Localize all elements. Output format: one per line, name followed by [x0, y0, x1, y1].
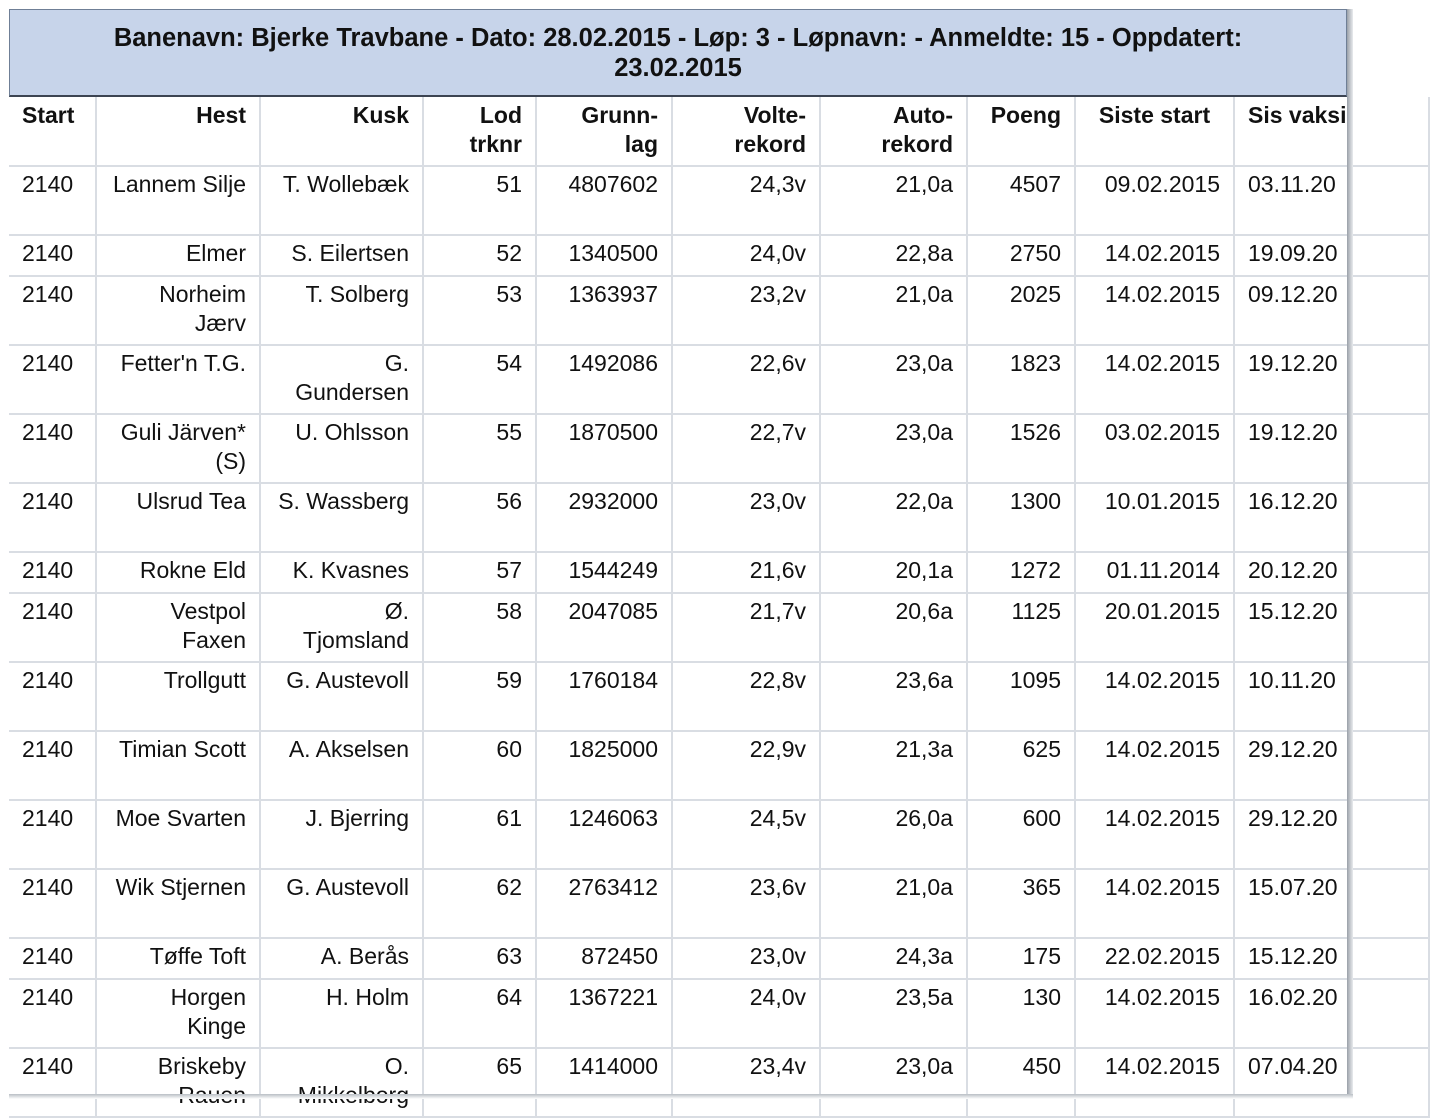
- cell-kusk: A. Akselsen: [260, 731, 423, 800]
- cell-poeng: 2750: [967, 235, 1075, 276]
- cell-siste-start: 14.02.2015: [1075, 276, 1234, 345]
- cell-siste-start: 14.02.2015: [1075, 800, 1234, 869]
- cell-kusk: U. Ohlsson: [260, 414, 423, 483]
- cell-start: 2140: [9, 938, 96, 979]
- cell-siste-start: 14.02.2015: [1075, 731, 1234, 800]
- cell-lod: 52: [423, 235, 536, 276]
- cell-volte: 22,8v: [672, 662, 820, 731]
- cell-poeng: 2025: [967, 276, 1075, 345]
- column-header-poeng: Poeng: [967, 97, 1075, 166]
- column-header-start: Start: [9, 97, 96, 166]
- cell-volte: 23,4v: [672, 1048, 820, 1117]
- cell-poeng: 1526: [967, 414, 1075, 483]
- cell-kusk: S. Eilertsen: [260, 235, 423, 276]
- cell-hest: Moe Svarten: [96, 800, 260, 869]
- cell-auto: 23,6a: [820, 662, 967, 731]
- cell-siste-start: 14.02.2015: [1075, 345, 1234, 414]
- cell-volte: 24,5v: [672, 800, 820, 869]
- cell-lod: 53: [423, 276, 536, 345]
- header-row: [9, 97, 1429, 166]
- cell-siste-start: 09.02.2015: [1075, 166, 1234, 235]
- cell-start: 2140: [9, 800, 96, 869]
- cell-hest: Horgen Kinge: [96, 979, 260, 1048]
- cell-hest: Wik Stjernen: [96, 869, 260, 938]
- report-header: [9, 9, 1347, 97]
- column-header-autorekord: Auto- rekord: [820, 97, 967, 166]
- cell-siste-start: 14.02.2015: [1075, 662, 1234, 731]
- cell-siste-start: 14.02.2015: [1075, 235, 1234, 276]
- cell-start: 2140: [9, 345, 96, 414]
- page-shadow-right: [1347, 9, 1353, 1094]
- cell-auto: 21,0a: [820, 166, 967, 235]
- cell-kusk: G. Austevoll: [260, 869, 423, 938]
- table-row: [9, 483, 1429, 552]
- cell-kusk: T. Solberg: [260, 276, 423, 345]
- cell-grunnlag: 1825000: [536, 731, 672, 800]
- cell-siste-start: 14.02.2015: [1075, 1048, 1234, 1117]
- cell-volte: 21,7v: [672, 593, 820, 662]
- cell-volte: 24,0v: [672, 235, 820, 276]
- cell-poeng: 450: [967, 1048, 1075, 1117]
- cell-kusk: A. Berås: [260, 938, 423, 979]
- cell-hest: Lannem Silje: [96, 166, 260, 235]
- cell-poeng: 1272: [967, 552, 1075, 593]
- cell-siste-start: 22.02.2015: [1075, 938, 1234, 979]
- cell-lod: 64: [423, 979, 536, 1048]
- cell-start: 2140: [9, 483, 96, 552]
- cell-grunnlag: 872450: [536, 938, 672, 979]
- cell-hest: Elmer: [96, 235, 260, 276]
- cell-start: 2140: [9, 414, 96, 483]
- cell-lod: 58: [423, 593, 536, 662]
- cell-grunnlag: 1760184: [536, 662, 672, 731]
- cell-kusk: G. Gundersen: [260, 345, 423, 414]
- cell-volte: 22,9v: [672, 731, 820, 800]
- cell-poeng: 4507: [967, 166, 1075, 235]
- cell-start: 2140: [9, 731, 96, 800]
- cell-start: 2140: [9, 235, 96, 276]
- cell-kusk: S. Wassberg: [260, 483, 423, 552]
- cell-siste-start: 03.02.2015: [1075, 414, 1234, 483]
- cell-siste-vaks: 15.07.20: [1234, 869, 1429, 938]
- cell-hest: Vestpol Faxen: [96, 593, 260, 662]
- cell-volte: 22,7v: [672, 414, 820, 483]
- cell-siste-vaks: 29.12.20: [1234, 731, 1429, 800]
- cell-grunnlag: 1340500: [536, 235, 672, 276]
- cell-kusk: J. Bjerring: [260, 800, 423, 869]
- cell-siste-vaks: 15.12.20: [1234, 593, 1429, 662]
- cell-hest: Norheim Jærv: [96, 276, 260, 345]
- column-header-siste-start: Siste start: [1075, 97, 1234, 166]
- cell-hest: Tøffe Toft: [96, 938, 260, 979]
- cell-hest: Rokne Eld: [96, 552, 260, 593]
- cell-grunnlag: 1414000: [536, 1048, 672, 1117]
- column-header-siste-vaksine: Sis vaksi: [1234, 97, 1429, 166]
- cell-auto: 22,0a: [820, 483, 967, 552]
- cell-siste-vaks: 29.12.20: [1234, 800, 1429, 869]
- cell-lod: 63: [423, 938, 536, 979]
- table-row: [9, 731, 1429, 800]
- table-row: [9, 662, 1429, 731]
- cell-volte: 23,2v: [672, 276, 820, 345]
- cell-auto: 23,0a: [820, 345, 967, 414]
- cell-siste-vaks: 20.12.20: [1234, 552, 1429, 593]
- cell-hest: Guli Järven* (S): [96, 414, 260, 483]
- cell-hest: Briskeby: [96, 1048, 260, 1117]
- cell-grunnlag: 4807602: [536, 166, 672, 235]
- table-row: [9, 235, 1429, 276]
- cell-auto: 20,1a: [820, 552, 967, 593]
- cell-siste-start: 20.01.2015: [1075, 593, 1234, 662]
- table-row: [9, 552, 1429, 593]
- cell-siste-vaks: 19.12.20: [1234, 345, 1429, 414]
- entries-table: [9, 97, 1430, 1118]
- cell-lod: 59: [423, 662, 536, 731]
- cell-hest: Timian Scott: [96, 731, 260, 800]
- cell-poeng: 365: [967, 869, 1075, 938]
- cell-volte: 23,6v: [672, 869, 820, 938]
- cell-auto: 21,3a: [820, 731, 967, 800]
- cell-auto: 23,0a: [820, 1048, 967, 1117]
- cell-siste-start: 01.11.2014: [1075, 552, 1234, 593]
- cell-hest: Fetter'n T.G.: [96, 345, 260, 414]
- cell-lod: 61: [423, 800, 536, 869]
- table-row: [9, 938, 1429, 979]
- cell-siste-vaks: 09.12.20: [1234, 276, 1429, 345]
- cell-auto: 21,0a: [820, 276, 967, 345]
- cell-hest: Ulsrud Tea: [96, 483, 260, 552]
- cell-kusk: H. Holm: [260, 979, 423, 1048]
- cell-volte: 24,0v: [672, 979, 820, 1048]
- cell-start: 2140: [9, 1048, 96, 1117]
- cell-grunnlag: 1492086: [536, 345, 672, 414]
- cell-start: 2140: [9, 276, 96, 345]
- table-row: [9, 800, 1429, 869]
- cell-start: 2140: [9, 593, 96, 662]
- table-row: [9, 979, 1429, 1048]
- cell-kusk: K. Kvasnes: [260, 552, 423, 593]
- table-row: [9, 166, 1429, 235]
- cell-kusk: G. Austevoll: [260, 662, 423, 731]
- cell-grunnlag: 2047085: [536, 593, 672, 662]
- cell-lod: 65: [423, 1048, 536, 1117]
- cell-siste-vaks: 19.09.20: [1234, 235, 1429, 276]
- cell-siste-vaks: 03.11.20: [1234, 166, 1429, 235]
- cell-kusk: O.: [260, 1048, 423, 1117]
- cell-lod: 57: [423, 552, 536, 593]
- cell-poeng: 600: [967, 800, 1075, 869]
- cell-grunnlag: 2932000: [536, 483, 672, 552]
- cell-volte: 24,3v: [672, 166, 820, 235]
- cell-volte: 21,6v: [672, 552, 820, 593]
- cell-lod: 56: [423, 483, 536, 552]
- column-header-kusk: Kusk: [260, 97, 423, 166]
- table-row: [9, 276, 1429, 345]
- report-title: Banenavn: Bjerke Travbane - Dato: 28.02.2015 - Løp: 3 - Løpnavn: - Anmeldte: 15 - Oppdatert: 23.02.2015: [113, 24, 1243, 82]
- cell-auto: 21,0a: [820, 869, 967, 938]
- cell-volte: 22,6v: [672, 345, 820, 414]
- cell-start: 2140: [9, 166, 96, 235]
- cell-auto: 22,8a: [820, 235, 967, 276]
- cell-start: 2140: [9, 552, 96, 593]
- table-row: [9, 593, 1429, 662]
- cell-auto: 26,0a: [820, 800, 967, 869]
- cell-start: 2140: [9, 979, 96, 1048]
- column-header-hest: Hest: [96, 97, 260, 166]
- report-frame: [9, 9, 1347, 1094]
- cell-poeng: 1125: [967, 593, 1075, 662]
- cell-siste-start: 14.02.2015: [1075, 869, 1234, 938]
- cell-grunnlag: 2763412: [536, 869, 672, 938]
- cell-siste-vaks: 16.02.20: [1234, 979, 1429, 1048]
- cell-auto: 24,3a: [820, 938, 967, 979]
- cell-poeng: 130: [967, 979, 1075, 1048]
- cell-start: 2140: [9, 869, 96, 938]
- cell-lod: 62: [423, 869, 536, 938]
- cell-poeng: 175: [967, 938, 1075, 979]
- table-row: [9, 1048, 1429, 1117]
- cell-grunnlag: 1246063: [536, 800, 672, 869]
- column-header-grunnlag: Grunn- lag: [536, 97, 672, 166]
- cell-poeng: 625: [967, 731, 1075, 800]
- cell-poeng: 1300: [967, 483, 1075, 552]
- column-header-volterekord: Volte- rekord: [672, 97, 820, 166]
- cell-kusk: Ø. Tjomsland: [260, 593, 423, 662]
- column-header-lod: Lod trknr: [423, 97, 536, 166]
- cell-siste-start: 10.01.2015: [1075, 483, 1234, 552]
- cell-lod: 55: [423, 414, 536, 483]
- cell-poeng: 1823: [967, 345, 1075, 414]
- cell-grunnlag: 1367221: [536, 979, 672, 1048]
- cell-siste-start: 14.02.2015: [1075, 979, 1234, 1048]
- table-row: [9, 414, 1429, 483]
- cell-volte: 23,0v: [672, 938, 820, 979]
- cell-siste-vaks: 07.04.20: [1234, 1048, 1429, 1117]
- cell-siste-vaks: 10.11.20: [1234, 662, 1429, 731]
- cell-auto: 23,0a: [820, 414, 967, 483]
- cell-lod: 51: [423, 166, 536, 235]
- page-shadow-bottom: [9, 1094, 1353, 1099]
- cell-siste-vaks: 19.12.20: [1234, 414, 1429, 483]
- cell-siste-vaks: 15.12.20: [1234, 938, 1429, 979]
- cell-auto: 20,6a: [820, 593, 967, 662]
- cell-lod: 60: [423, 731, 536, 800]
- cell-siste-vaks: 16.12.20: [1234, 483, 1429, 552]
- cell-poeng: 1095: [967, 662, 1075, 731]
- cell-start: 2140: [9, 662, 96, 731]
- table-row: [9, 869, 1429, 938]
- cell-kusk: T. Wollebæk: [260, 166, 423, 235]
- cell-auto: 23,5a: [820, 979, 967, 1048]
- cell-volte: 23,0v: [672, 483, 820, 552]
- table-row: [9, 345, 1429, 414]
- cell-lod: 54: [423, 345, 536, 414]
- cell-grunnlag: 1870500: [536, 414, 672, 483]
- cell-hest: Trollgutt: [96, 662, 260, 731]
- cell-grunnlag: 1363937: [536, 276, 672, 345]
- cell-grunnlag: 1544249: [536, 552, 672, 593]
